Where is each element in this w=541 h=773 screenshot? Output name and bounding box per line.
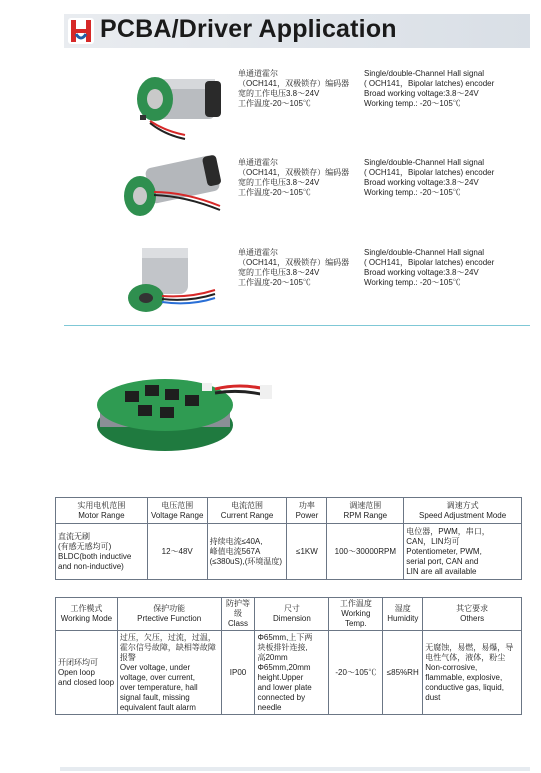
en-line: ( OCH141，Bipolar latches) encoder: [364, 79, 495, 88]
motor-spec-table: [55, 497, 522, 580]
table-header-row: [56, 498, 522, 524]
product-en-description: [364, 248, 534, 288]
driver-spec-table: [55, 597, 522, 715]
table-cell: 100～30000RPM: [327, 524, 404, 580]
table-header-cell: 功率 Power: [287, 498, 327, 524]
cn-line: 单通道霍尔: [238, 248, 278, 257]
footer-bar: [60, 767, 530, 771]
table-header-cell: 湿度 Humidity: [383, 598, 423, 631]
en-line: Broad working voltage:3.8～24V: [364, 268, 479, 277]
product-en-description: [364, 69, 534, 109]
table-cell: -20～105℃: [329, 631, 383, 715]
table-cell: Φ65mm,上下两 块板排针连接, 高20mm Φ65mm,20mm height.Upper and lower plate connected by needle: [255, 631, 329, 715]
product-row: [0, 150, 541, 240]
cn-line: 宽的工作电压3.8～24V: [238, 268, 320, 277]
cn-line: （OCH141，双极锁存）编码器: [238, 168, 350, 177]
en-line: Working temp.: -20～105℃: [364, 278, 461, 287]
table-row: [56, 631, 522, 715]
motor-encoder-image: [110, 152, 230, 232]
table-cell: ≤85%RH: [383, 631, 423, 715]
en-line: Broad working voltage:3.8～24V: [364, 89, 479, 98]
product-row: [0, 60, 541, 150]
table-cell: 持续电流≤40A, 峰值电流567A (≤380uS),(环境温度): [207, 524, 287, 580]
table-header-cell: 尺寸 Dimension: [255, 598, 329, 631]
company-logo-icon: [68, 18, 94, 44]
en-line: ( OCH141，Bipolar latches) encoder: [364, 258, 495, 267]
cn-line: 单通道霍尔: [238, 158, 278, 167]
table-header-cell: 防护等级 Class: [221, 598, 255, 631]
product-cn-description: [238, 248, 358, 288]
en-line: Working temp.: -20～105℃: [364, 99, 461, 108]
cn-line: 工作温度-20～105℃: [238, 99, 311, 108]
product-row: [0, 240, 541, 330]
table-cell: ≤1KW: [287, 524, 327, 580]
table-header-cell: 电压范围 Voltage Range: [147, 498, 207, 524]
page-title: PCBA/Driver Application: [100, 15, 397, 43]
table-header-cell: 工作温度 Working Temp.: [329, 598, 383, 631]
product-cn-description: [238, 69, 358, 109]
table-cell: 电位器，PWM，串口， CAN，LIN均可 Potentiometer, PWM, serial port, CAN and LIN are all available: [404, 524, 522, 580]
table-cell: 直流无刷 (有感无感均可) BLDC(both inductive and non-inductive): [56, 524, 148, 580]
table-header-cell: 实用电机范围 Motor Range: [56, 498, 148, 524]
table-header-cell: 其它要求 Others: [423, 598, 522, 631]
cn-line: 工作温度-20～105℃: [238, 278, 311, 287]
table-cell: 过压，欠压，过流，过温， 霍尔信号故障，缺相等故障 报警 Over voltage, under voltage, over current, over temperature, hall signal fault, missing equivalent fault alarm: [117, 631, 221, 715]
table-cell: 12～48V: [147, 524, 207, 580]
cn-line: 单通道霍尔: [238, 69, 278, 78]
table-cell: 开闭环均可 Open loop and closed loop: [56, 631, 118, 715]
motor-encoder-image: [110, 240, 230, 320]
section-divider: [64, 325, 530, 326]
en-line: Working temp.: -20～105℃: [364, 188, 461, 197]
cn-line: （OCH141，双极锁存）编码器: [238, 79, 350, 88]
cn-line: 工作温度-20～105℃: [238, 188, 311, 197]
table-header-cell: 调速范围 RPM Range: [327, 498, 404, 524]
en-line: Single/double-Channel Hall signal: [364, 248, 485, 257]
en-line: Broad working voltage:3.8～24V: [364, 178, 479, 187]
table-cell: 无腐蚀，易燃，易爆，导 电性气体，液体，粉尘 Non-corrosive, flammable, explosive, conductive gas, liquid, dust: [423, 631, 522, 715]
en-line: Single/double-Channel Hall signal: [364, 69, 485, 78]
table-header-cell: 电流范围 Current Range: [207, 498, 287, 524]
table-header-cell: 调速方式 Speed Adjustment Mode: [404, 498, 522, 524]
table-header-cell: 保护功能 Prtective Function: [117, 598, 221, 631]
table-header-row: [56, 598, 522, 631]
table-row: [56, 524, 522, 580]
motor-encoder-image: [110, 65, 230, 145]
cn-line: 宽的工作电压3.8～24V: [238, 178, 320, 187]
pcba-board-image: [90, 355, 290, 460]
en-line: Single/double-Channel Hall signal: [364, 158, 485, 167]
cn-line: 宽的工作电压3.8～24V: [238, 89, 320, 98]
product-cn-description: [238, 158, 358, 198]
en-line: ( OCH141，Bipolar latches) encoder: [364, 168, 495, 177]
product-en-description: [364, 158, 534, 198]
table-header-cell: 工作模式 Working Mode: [56, 598, 118, 631]
cn-line: （OCH141，双极锁存）编码器: [238, 258, 350, 267]
table-cell: IP00: [221, 631, 255, 715]
